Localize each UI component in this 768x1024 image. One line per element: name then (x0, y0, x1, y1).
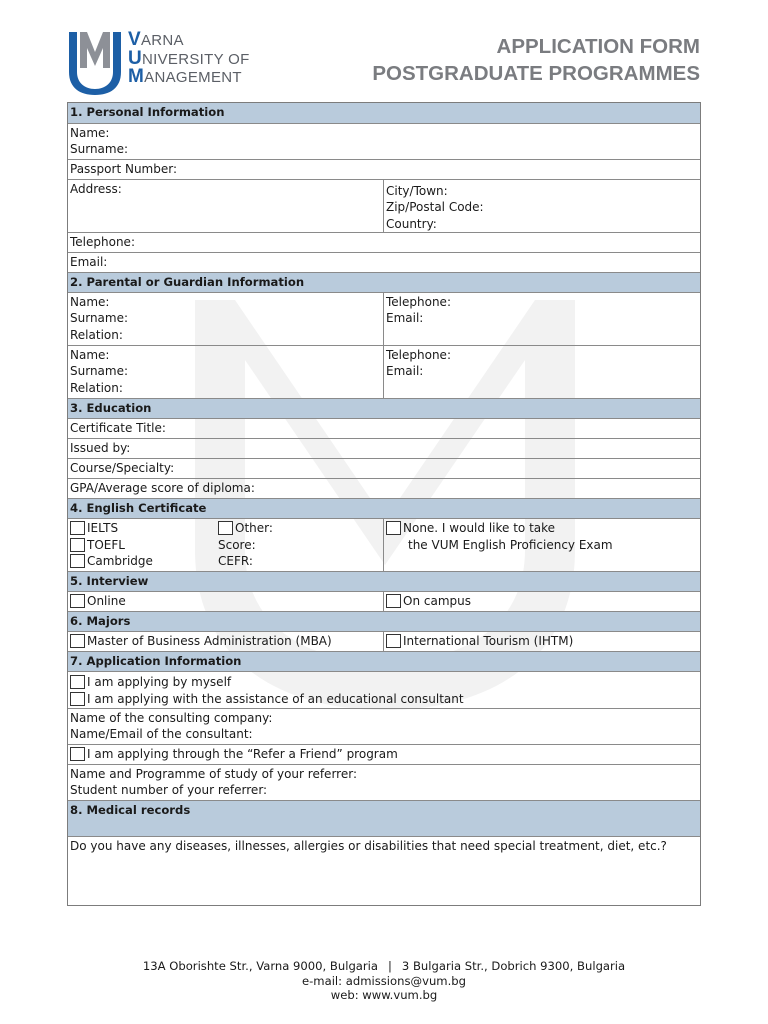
footer-address-varna: 13A Oborishte Str., Varna 9000, Bulgaria (142, 959, 378, 973)
mba-checkbox[interactable] (70, 634, 85, 648)
guardian-surname-field[interactable]: Surname: (70, 311, 129, 326)
guardian-relation-field[interactable]: Relation: (70, 380, 123, 395)
course-specialty-field[interactable]: Course/Specialty: (70, 461, 175, 475)
interview-campus-option[interactable] (386, 593, 698, 610)
mba-option[interactable] (70, 633, 381, 650)
telephone-row (68, 232, 700, 252)
footer-email: e-mail: admissions@vum.bg (301, 973, 466, 988)
guardian-name-field[interactable]: Name: (70, 348, 110, 362)
email-field[interactable]: Email: (70, 255, 108, 269)
applying-consultant-label: I am applying with the assistance of an educational consultant (87, 691, 464, 706)
online-label: Online (87, 594, 126, 609)
logo-initial-m: M (128, 66, 145, 87)
section-majors-heading: 6. Majors (68, 611, 700, 631)
logo-initial-u: U (128, 47, 143, 69)
section-interview-heading: 5. Interview (68, 571, 700, 591)
score-field[interactable]: Score: (218, 537, 256, 552)
cambridge-checkbox[interactable] (70, 554, 85, 568)
other-label: Other: (235, 521, 273, 536)
ielts-checkbox[interactable] (70, 521, 85, 535)
address-row (68, 179, 700, 232)
ielts-label: IELTS (87, 521, 119, 536)
course-row (68, 458, 700, 478)
page-footer (0, 959, 768, 1003)
section-personal-heading: 1. Personal Information (68, 103, 700, 123)
personal-name-row (68, 123, 700, 159)
interview-row (68, 591, 700, 611)
ihtm-option[interactable] (386, 633, 698, 650)
mba-label: Master of Business Administration (MBA) (87, 634, 332, 649)
section-medical-heading: 8. Medical records (68, 800, 700, 836)
applying-myself-checkbox[interactable] (70, 675, 85, 689)
address-field[interactable]: Address: (70, 182, 122, 196)
page-header (0, 0, 768, 100)
form-title-line2: POSTGRADUATE PROGRAMMES (372, 62, 700, 85)
guardian-name-field[interactable]: Name: (70, 295, 110, 309)
referrer-details-row (68, 764, 700, 800)
university-logo (66, 28, 266, 98)
consulting-company-field[interactable]: Name of the consulting company: (70, 711, 273, 725)
passport-row (68, 159, 700, 179)
section-parental-heading: 2. Parental or Guardian Information (68, 272, 700, 292)
referrer-number-field[interactable]: Student number of your referrer: (70, 783, 268, 798)
guardian-email-field[interactable]: Email: (386, 311, 424, 326)
consultant-details-row (68, 708, 700, 744)
applying-consultant-checkbox[interactable] (70, 692, 85, 706)
certificate-title-field[interactable]: Certificate Title: (70, 421, 166, 435)
guardian-row (68, 292, 700, 345)
logo-initial-v: V (128, 29, 141, 50)
guardian-telephone-field[interactable]: Telephone: (386, 295, 451, 309)
no-certificate-checkbox[interactable] (386, 521, 401, 535)
ihtm-checkbox[interactable] (386, 634, 401, 648)
no-certificate-label: None. I would like to take (403, 521, 556, 536)
majors-row (68, 631, 700, 651)
email-row (68, 252, 700, 272)
telephone-field[interactable]: Telephone: (70, 235, 135, 249)
guardian-telephone-field[interactable]: Telephone: (386, 348, 451, 362)
refer-friend-row (68, 744, 700, 764)
footer-separator: | (388, 959, 392, 973)
guardian-relation-field[interactable]: Relation: (70, 327, 123, 342)
applying-myself-option[interactable] (70, 674, 698, 691)
logo-wordmark (128, 31, 250, 87)
gpa-field[interactable]: GPA/Average score of diploma: (70, 481, 255, 495)
other-checkbox[interactable] (218, 521, 233, 535)
campus-label: On campus (403, 594, 471, 609)
referrer-name-field[interactable]: Name and Programme of study of your referrer: (70, 767, 357, 781)
passport-field[interactable]: Passport Number: (70, 162, 178, 176)
section-application-heading: 7. Application Information (68, 651, 700, 671)
cefr-field[interactable]: CEFR: (218, 554, 253, 569)
applying-options-row (68, 671, 700, 708)
section-education-heading: 3. Education (68, 398, 700, 418)
guardian-surname-field[interactable]: Surname: (70, 364, 129, 379)
applying-consultant-option[interactable] (70, 691, 698, 708)
toefl-label: TOEFL (87, 537, 125, 552)
gpa-row (68, 478, 700, 498)
vum-logo-icon (66, 28, 124, 96)
no-certificate-option[interactable] (386, 520, 698, 537)
english-certificate-row (68, 518, 700, 571)
form-title (372, 33, 700, 87)
logo-word-arna: ARNA (140, 32, 184, 49)
toefl-option[interactable] (70, 537, 218, 554)
campus-checkbox[interactable] (386, 594, 401, 608)
footer-address-dobrich: 3 Bulgaria Str., Dobrich 9300, Bulgaria (401, 959, 626, 973)
guardian-row (68, 345, 700, 398)
medical-question-field[interactable]: Do you have any diseases, illnesses, allergies or disabilities that need special treatment, diet, etc.? (70, 839, 667, 853)
proficiency-exam-label: the VUM English Proficiency Exam (408, 537, 613, 552)
application-form-table (67, 102, 701, 906)
issued-by-field[interactable]: Issued by: (70, 441, 131, 455)
applying-myself-label: I am applying by myself (87, 675, 232, 690)
online-checkbox[interactable] (70, 594, 85, 608)
zip-field[interactable]: Zip/Postal Code: (386, 200, 484, 215)
interview-online-option[interactable] (70, 593, 381, 610)
issued-row (68, 438, 700, 458)
cambridge-option[interactable] (70, 553, 218, 570)
country-field[interactable]: Country: (386, 216, 437, 231)
guardian-email-field[interactable]: Email: (386, 364, 424, 379)
consultant-contact-field[interactable]: Name/Email of the consultant: (70, 727, 253, 742)
footer-web: web: www.vum.bg (330, 988, 438, 1002)
section-english-heading: 4. English Certificate (68, 498, 700, 518)
medical-question-row (68, 836, 700, 905)
ihtm-label: International Tourism (IHTM) (403, 634, 574, 649)
logo-word-university: NIVERSITY OF (142, 50, 250, 68)
name-field[interactable]: Name: (70, 126, 110, 140)
form-title-line1: APPLICATION FORM (496, 35, 700, 58)
refer-friend-checkbox[interactable] (70, 747, 85, 761)
certificate-row (68, 418, 700, 438)
city-field[interactable]: City/Town: (386, 184, 448, 198)
toefl-checkbox[interactable] (70, 538, 85, 552)
logo-word-management: ANAGEMENT (144, 69, 242, 86)
refer-friend-label: I am applying through the “Refer a Friend” program (87, 747, 398, 762)
cambridge-label: Cambridge (87, 554, 153, 569)
surname-field[interactable]: Surname: (70, 142, 129, 157)
ielts-option[interactable] (70, 520, 218, 537)
refer-friend-option[interactable] (70, 746, 698, 763)
other-option[interactable] (218, 520, 273, 537)
